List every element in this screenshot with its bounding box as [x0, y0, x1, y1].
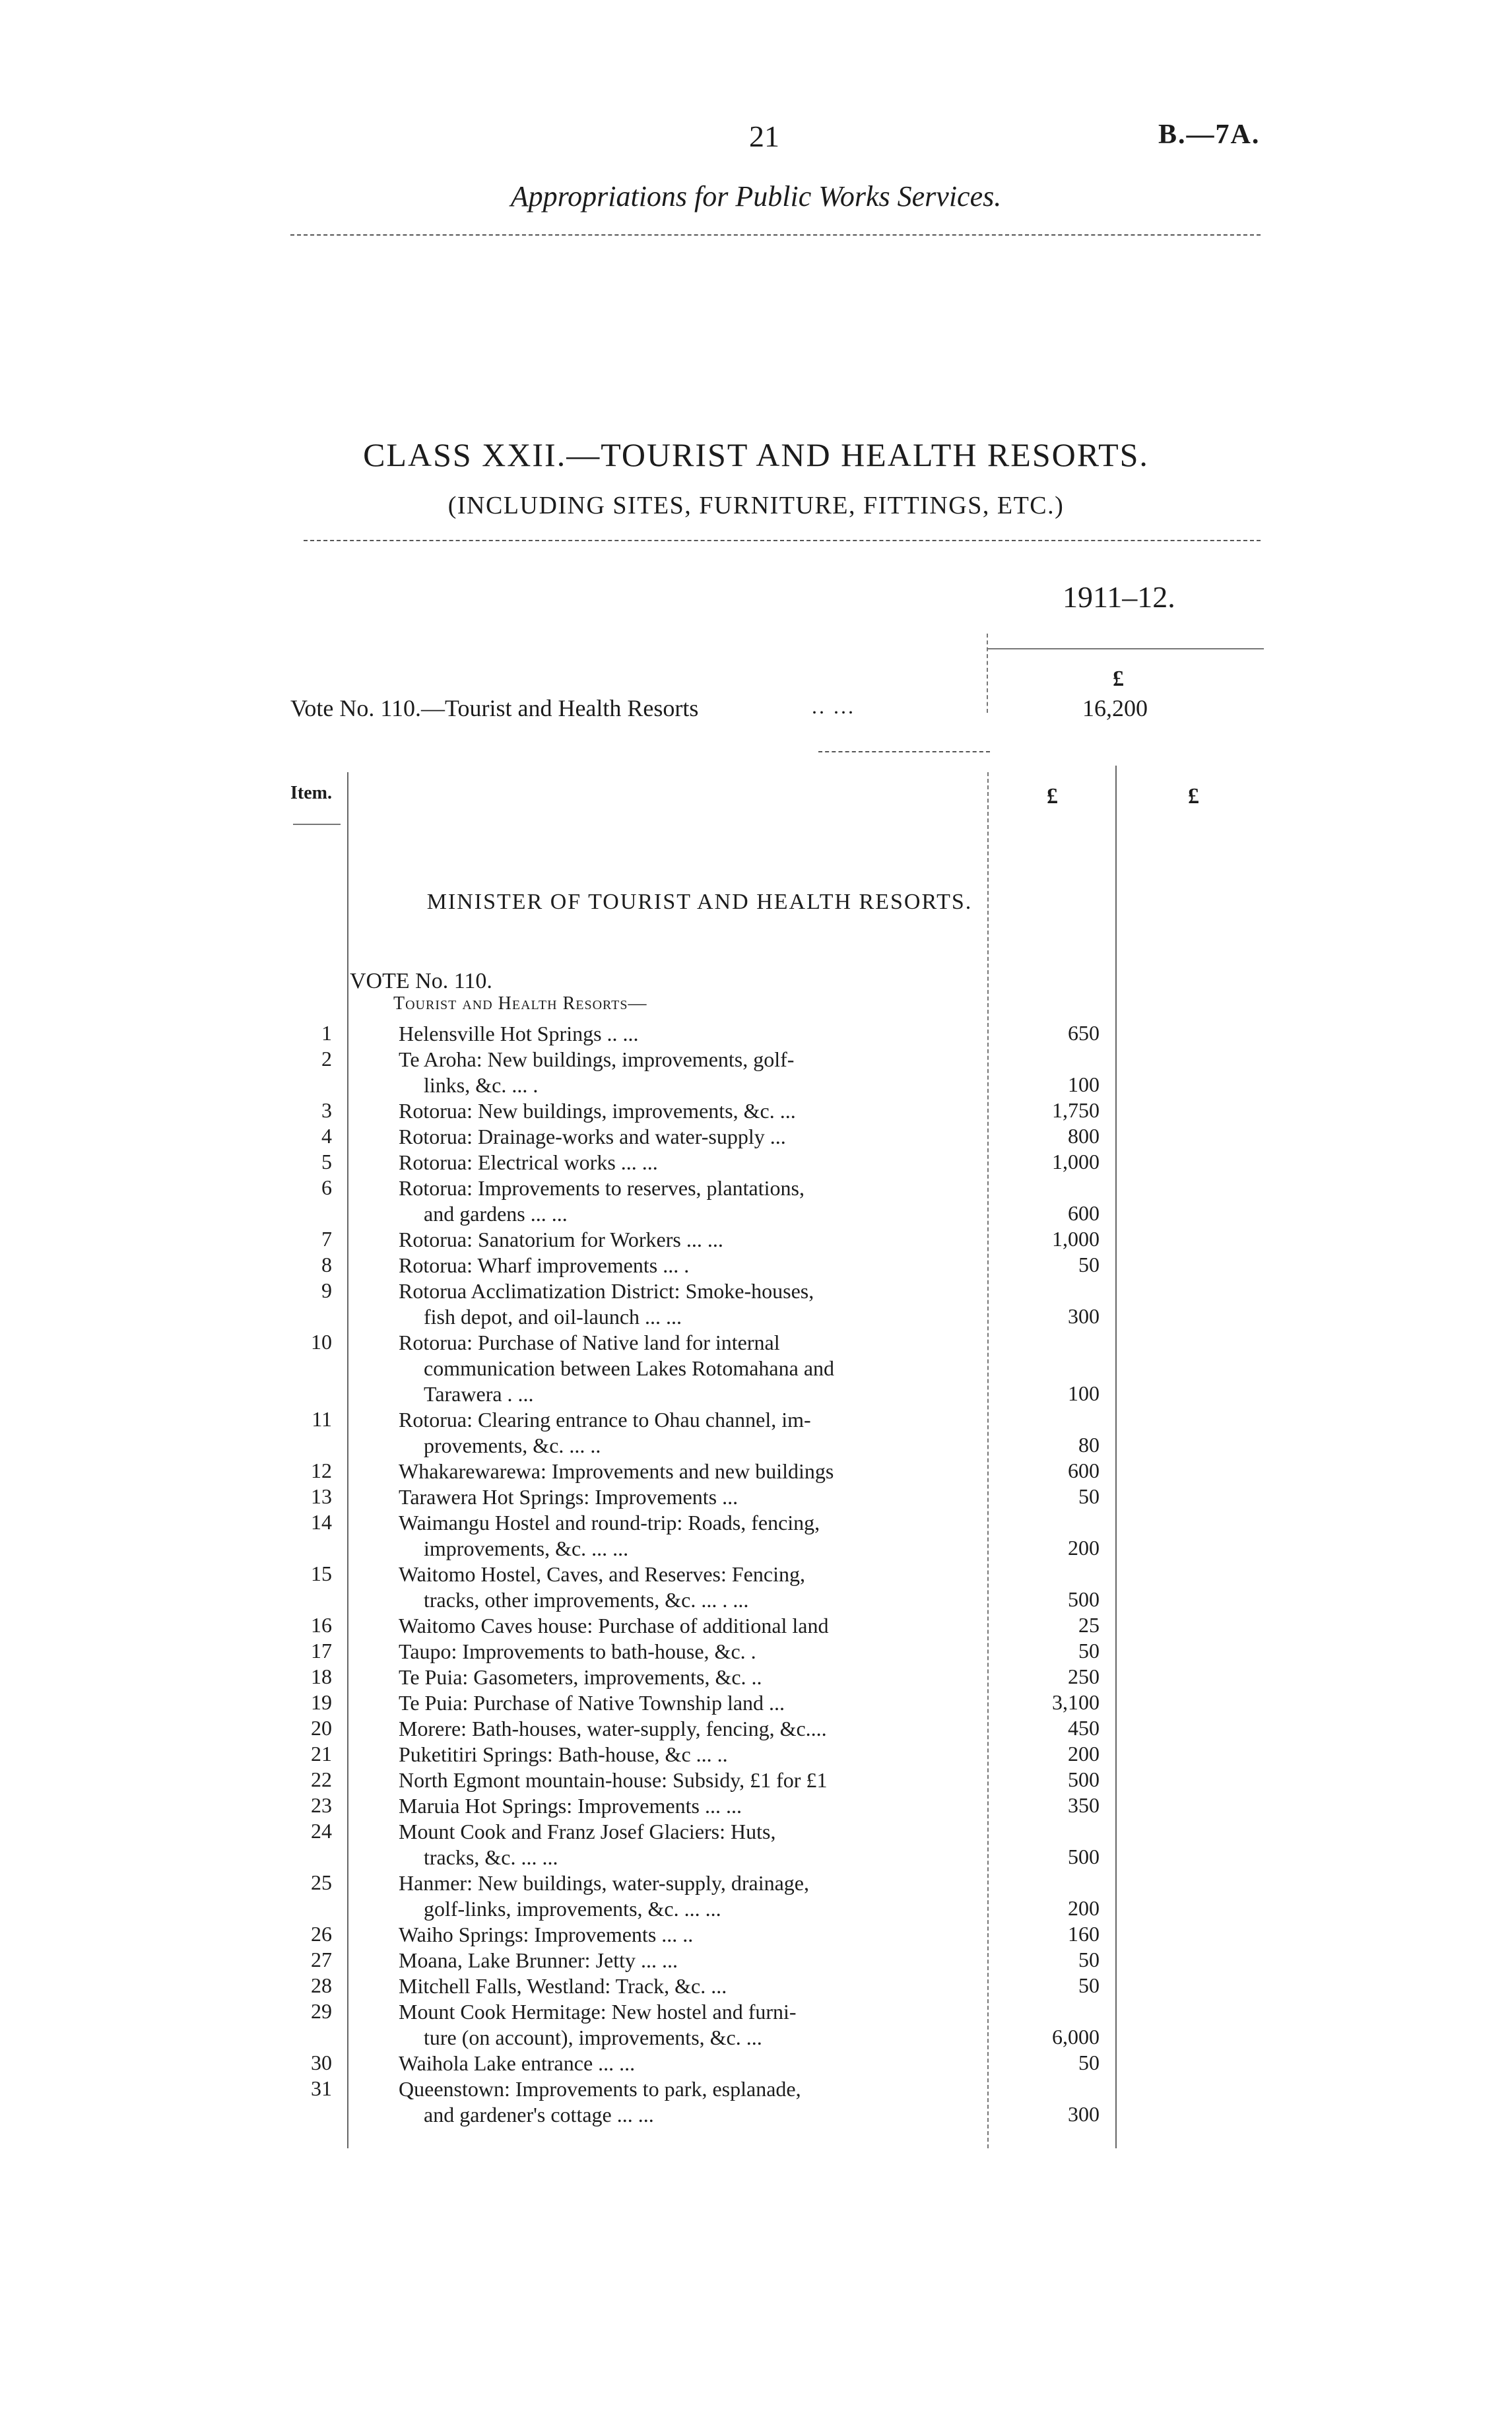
item-amount: 50 [1078, 1973, 1100, 1997]
item-description [399, 1716, 973, 1742]
document-reference: B.—7A. [1158, 119, 1261, 150]
item-description-line: Hanmer: New buildings, water-supply, drainage, [399, 1871, 809, 1895]
item-column-rule [347, 772, 348, 2148]
item-description-line: Rotorua: Drainage-works and water-supply ... [399, 1125, 786, 1148]
item-amount: 100 [1068, 1072, 1100, 1096]
item-description-line: Puketitiri Springs: Bath-house, &c ... .. [399, 1742, 728, 1766]
item-description-line: Te Puia: Gasometers, improvements, &c. .. [399, 1665, 762, 1689]
item-number: 23 [311, 1793, 332, 1817]
item-amount-pound-symbol: £ [1047, 784, 1058, 808]
year-rule [987, 648, 1264, 649]
item-amount: 500 [1068, 1845, 1100, 1868]
item-number: 26 [311, 1922, 332, 1946]
financial-year: 1911–12. [1063, 580, 1175, 614]
item-description-line: tracks, &c. ... ... [424, 1845, 558, 1869]
header-rule [290, 234, 1261, 236]
item-description-line: Waitomo Hostel, Caves, and Reserves: Fencing, [399, 1562, 805, 1586]
total-amount-pound-symbol: £ [1188, 784, 1199, 808]
item-amount: 160 [1068, 1922, 1100, 1946]
item-description-line: provements, &c. ... .. [424, 1434, 601, 1457]
item-number: 19 [311, 1690, 332, 1714]
item-description-line: and gardens ... ... [424, 1202, 568, 1226]
class-title: CLASS XXII.—TOURIST AND HEALTH RESORTS. [363, 436, 1149, 473]
item-description-line: Helensville Hot Springs .. ... [399, 1022, 639, 1045]
item-amount: 350 [1068, 1793, 1100, 1817]
item-description-line: ture (on account), improvements, &c. ... [424, 2026, 762, 2049]
item-number: 11 [312, 1407, 332, 1431]
item-description-line: Rotorua Acclimatization District: Smoke-houses, [399, 1279, 814, 1303]
item-amount: 80 [1078, 1433, 1100, 1457]
item-description-line: golf-links, improvements, &c. ... ... [424, 1897, 721, 1921]
item-description [399, 2051, 973, 2076]
item-description-line: Moana, Lake Brunner: Jetty ... ... [399, 1948, 678, 1972]
item-number: 12 [311, 1459, 332, 1482]
item-number: 22 [311, 1767, 332, 1791]
item-amount: 50 [1078, 1484, 1100, 1508]
item-description [399, 1175, 973, 1227]
item-description [399, 1690, 973, 1716]
item-amount: 50 [1078, 1948, 1100, 1971]
item-description [399, 1870, 973, 1922]
item-amount: 50 [1078, 1253, 1100, 1276]
item-description-line: Rotorua: Wharf improvements ... . [399, 1253, 690, 1277]
item-amount: 1,000 [1052, 1150, 1100, 1173]
item-number: 16 [311, 1613, 332, 1637]
item-description-line: Taupo: Improvements to bath-house, &c. . [399, 1639, 756, 1663]
item-description-line: communication between Lakes Rotomahana and [424, 1356, 835, 1380]
item-description [399, 1767, 973, 1793]
item-number: 7 [321, 1227, 332, 1251]
item-description-line: Maruia Hot Springs: Improvements ... ... [399, 1794, 742, 1818]
item-description [399, 1253, 973, 1278]
item-description-line: Mitchell Falls, Westland: Track, &c. ... [399, 1974, 727, 1998]
vote-rule [818, 751, 990, 752]
item-description [399, 1665, 973, 1690]
item-description [399, 1150, 973, 1175]
item-description [399, 1047, 973, 1098]
item-description-line: fish depot, and oil-launch ... ... [424, 1305, 682, 1329]
item-description-line: Waihola Lake entrance ... ... [399, 2051, 636, 2075]
item-description-line: Rotorua: New buildings, improvements, &c. ... [399, 1099, 796, 1123]
vote-subheading: Tourist and Health Resorts— [393, 993, 647, 1014]
item-description [399, 1613, 973, 1639]
item-description [399, 1742, 973, 1767]
item-description [399, 1484, 973, 1510]
item-description [399, 1510, 973, 1562]
item-number: 17 [311, 1639, 332, 1663]
item-number: 8 [321, 1253, 332, 1276]
item-description [399, 1999, 973, 2051]
item-amount: 600 [1068, 1459, 1100, 1482]
amount-column-rule [1115, 766, 1117, 2148]
page-number: 21 [749, 119, 779, 153]
item-description-line: tracks, other improvements, &c. ... . ... [424, 1588, 749, 1612]
item-description-line: Rotorua: Purchase of Native land for internal [399, 1331, 780, 1354]
item-number: 3 [321, 1098, 332, 1122]
item-amount: 650 [1068, 1021, 1100, 1045]
item-number: 20 [311, 1716, 332, 1740]
item-number: 15 [311, 1562, 332, 1585]
vote-number-heading: VOTE No. 110. [350, 969, 492, 993]
item-description [399, 1819, 973, 1870]
item-number: 14 [311, 1510, 332, 1534]
item-amount: 100 [1068, 1381, 1100, 1405]
item-amount: 50 [1078, 1639, 1100, 1663]
item-number: 25 [311, 1870, 332, 1894]
item-amount: 800 [1068, 1124, 1100, 1148]
item-number: 29 [311, 1999, 332, 2023]
item-amount: 200 [1068, 1536, 1100, 1560]
item-amount: 1,000 [1052, 1227, 1100, 1251]
vote-summary-amount: 16,200 [1082, 695, 1148, 721]
item-number: 1 [321, 1021, 332, 1045]
item-description-line: Te Puia: Purchase of Native Township land ... [399, 1691, 785, 1715]
item-description [399, 2076, 973, 2128]
item-amount: 500 [1068, 1767, 1100, 1791]
description-column-rule [987, 772, 989, 2148]
item-description-line: Whakarewarewa: Improvements and new buildings [399, 1459, 834, 1483]
item-description-line: North Egmont mountain-house: Subsidy, £1 for £1 [399, 1768, 828, 1792]
item-description [399, 1948, 973, 1973]
item-description-line: links, &c. ... . [424, 1073, 539, 1097]
item-amount: 1,750 [1052, 1098, 1100, 1122]
item-number: 5 [321, 1150, 332, 1173]
item-description-line: Rotorua: Electrical works ... ... [399, 1150, 658, 1174]
item-description-line: Rotorua: Improvements to reserves, plantations, [399, 1176, 805, 1200]
minister-heading: MINISTER OF TOURIST AND HEALTH RESORTS. [426, 890, 973, 914]
item-number: 4 [321, 1124, 332, 1148]
running-title: Appropriations for Public Works Services. [510, 180, 1002, 213]
item-amount: 500 [1068, 1587, 1100, 1611]
item-description-line: and gardener's cottage ... ... [424, 2103, 654, 2127]
item-number: 6 [321, 1175, 332, 1199]
item-description [399, 1973, 973, 1999]
item-description [399, 1227, 973, 1253]
vote-pound-symbol: £ [1113, 667, 1124, 691]
item-description [399, 1639, 973, 1665]
item-number: 2 [321, 1047, 332, 1071]
item-number: 18 [311, 1665, 332, 1688]
item-description-line: Rotorua: Sanatorium for Workers ... ... [399, 1228, 723, 1251]
item-number: 9 [321, 1278, 332, 1302]
item-number: 13 [311, 1484, 332, 1508]
item-description [399, 1124, 973, 1150]
item-amount: 6,000 [1052, 2025, 1100, 2049]
item-description-line: Te Aroha: New buildings, improvements, golf- [399, 1047, 795, 1071]
item-description [399, 1793, 973, 1819]
item-description-line: Morere: Bath-houses, water-supply, fencing, &c.... [399, 1717, 827, 1740]
item-number: 10 [311, 1330, 332, 1354]
item-column-header: Item. [290, 783, 332, 803]
item-amount: 250 [1068, 1665, 1100, 1688]
item-description-line: Tarawera . ... [424, 1382, 534, 1406]
item-description [399, 1459, 973, 1484]
item-description [399, 1922, 973, 1948]
item-amount: 200 [1068, 1742, 1100, 1766]
item-description-line: Queenstown: Improvements to park, esplanade, [399, 2077, 801, 2101]
item-description-line: Waitomo Caves house: Purchase of additional land [399, 1614, 829, 1637]
item-description-line: improvements, &c. ... ... [424, 1536, 629, 1560]
item-description-line: Tarawera Hot Springs: Improvements ... [399, 1485, 739, 1509]
item-amount: 600 [1068, 1201, 1100, 1225]
item-description [399, 1021, 973, 1047]
item-description [399, 1562, 973, 1613]
item-description [399, 1330, 973, 1407]
item-amount: 25 [1078, 1613, 1100, 1637]
item-amount: 450 [1068, 1716, 1100, 1740]
item-amount: 3,100 [1052, 1690, 1100, 1714]
item-description-line: Mount Cook and Franz Josef Glaciers: Huts, [399, 1820, 776, 1843]
item-number: 24 [311, 1819, 332, 1843]
item-description-line: Mount Cook Hermitage: New hostel and furni- [399, 2000, 797, 2024]
item-description [399, 1278, 973, 1330]
class-subtitle: (INCLUDING SITES, FURNITURE, FITTINGS, ETC.) [447, 492, 1065, 519]
class-rule [304, 540, 1261, 541]
item-number: 30 [311, 2051, 332, 2074]
item-amount: 300 [1068, 1304, 1100, 1328]
item-description [399, 1407, 973, 1459]
item-amount: 300 [1068, 2102, 1100, 2126]
vote-summary-label: Vote No. 110.—Tourist and Health Resorts [290, 695, 699, 721]
item-description-line: Waiho Springs: Improvements ... .. [399, 1923, 694, 1946]
item-number: 21 [311, 1742, 332, 1766]
vote-summary-leaders: .. ... [812, 694, 855, 718]
year-column-divider [987, 634, 988, 713]
item-number: 27 [311, 1948, 332, 1971]
item-number: 28 [311, 1973, 332, 1997]
item-description-line: Waimangu Hostel and round-trip: Roads, fencing, [399, 1511, 820, 1534]
item-number: 31 [311, 2076, 332, 2100]
item-amount: 50 [1078, 2051, 1100, 2074]
item-description [399, 1098, 973, 1124]
item-header-underline [293, 824, 341, 825]
item-amount: 200 [1068, 1896, 1100, 1920]
item-description-line: Rotorua: Clearing entrance to Ohau channel, im- [399, 1408, 811, 1432]
